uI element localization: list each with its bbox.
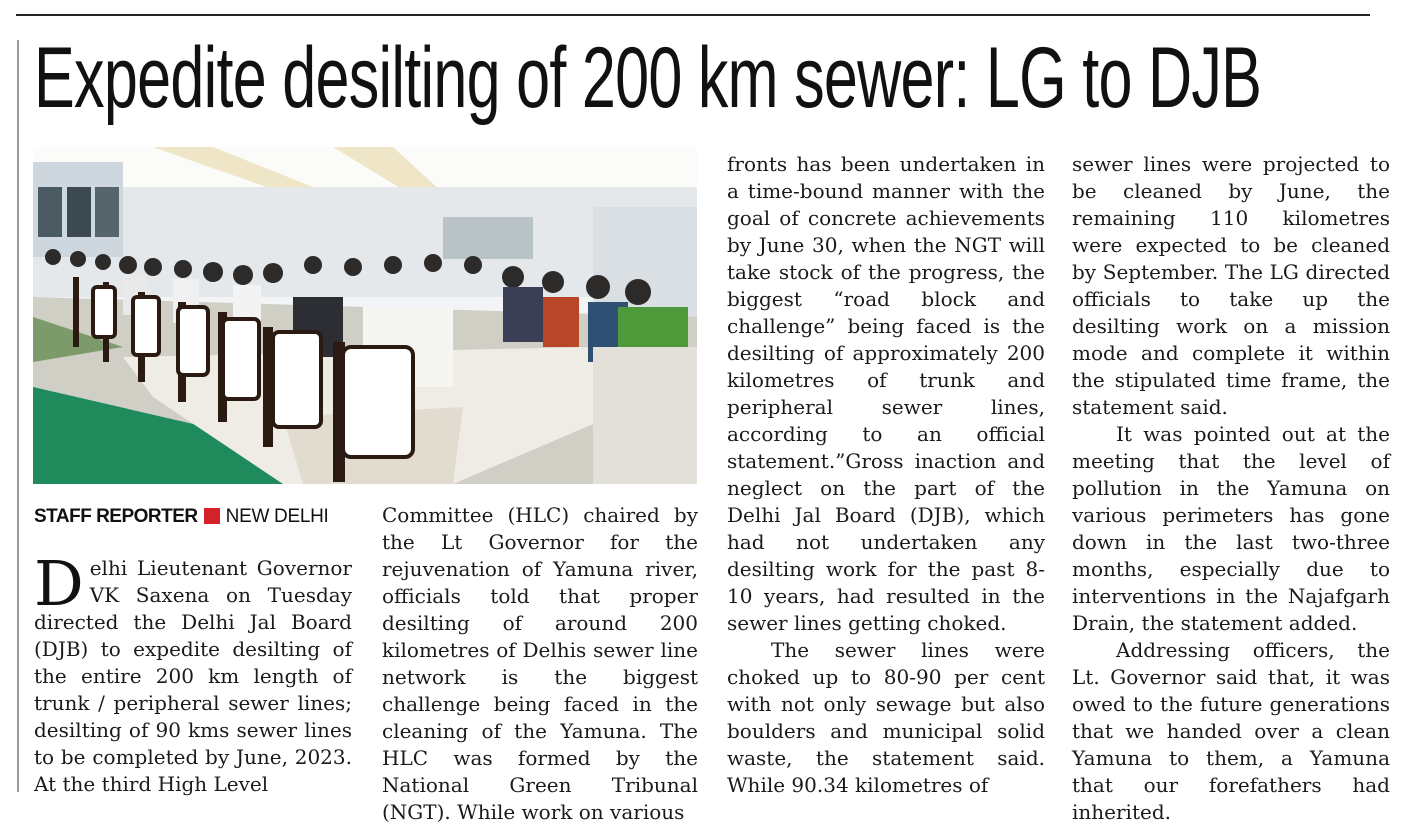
byline-reporter: STAFF REPORTER: [34, 506, 198, 527]
meeting-photo: [33, 147, 697, 484]
article-column-4: [1072, 151, 1390, 826]
top-rule: [16, 14, 1370, 16]
article-column-1: [34, 547, 352, 798]
article-paragraph: Committee (HLC) chaired by the Lt Governor for the rejuvenation of Yamuna river, officials told that proper desilting of around 200 kilometres of Delhis sewer line network is the biggest challenge being faced in the cleaning of the Yamuna. The HLC was formed by the National Green Tribunal (NGT). While work on various: [382, 503, 698, 824]
byline-bullet: [204, 508, 220, 524]
byline-location: NEW DELHI: [225, 506, 329, 527]
article-paragraph: fronts has been undertaken in a time-bound manner with the goal of concrete achievements by June 30, when the NGT will take stock of the progress, the biggest “road block and challenge” being faced is the desilting of approximately 200 kilometres of trunk and peripheral sewer lines, according to an official statement.”Gross inaction and neglect on the part of the Delhi Jal Board (DJB), which had not undertaken any desilting work for the past 8-10 years, had resulted in the sewer lines getting choked.: [727, 152, 1045, 635]
headline: Expedite desilting of 200 km sewer: LG to DJB: [34, 30, 1262, 126]
article-column-2: [382, 502, 698, 826]
article-column-3: [727, 151, 1045, 799]
article-paragraph: [34, 547, 352, 798]
drop-cap: D: [34, 547, 84, 620]
article-paragraph: The sewer lines were choked up to 80-90 per cent with not only sewage but also boulders and municipal solid waste, the statement said. While 90.34 kilometres of: [727, 638, 1045, 797]
article-paragraph: Addressing officers, the Lt. Governor said that, it was owed to the future generations that we handed over a clean Yamuna to them, a Yamuna that our forefathers had inherited.: [1072, 638, 1390, 824]
article-lead-text: elhi Lieutenant Governor VK Saxena on Tuesday directed the Delhi Jal Board (DJB) to expedite desilting of the entire 200 km length of trunk / peripheral sewer lines; desilting of 90 kms sewer lines to be completed by June, 2023. At the third High Level: [34, 556, 352, 796]
article-paragraph: It was pointed out at the meeting that the level of pollution in the Yamuna on various perimeters has gone down in the last two-three months, especially due to interventions in the Najafgarh Drain, the statement added.: [1072, 422, 1390, 635]
byline: [34, 505, 364, 529]
article-paragraph: sewer lines were projected to be cleaned by June, the remaining 110 kilometres were expected to be cleaned by September. The LG directed officials to take up the desilting work on a mission mode and complete it within the stipulated time frame, the statement said.: [1072, 152, 1390, 419]
left-column-rule: [17, 40, 19, 792]
